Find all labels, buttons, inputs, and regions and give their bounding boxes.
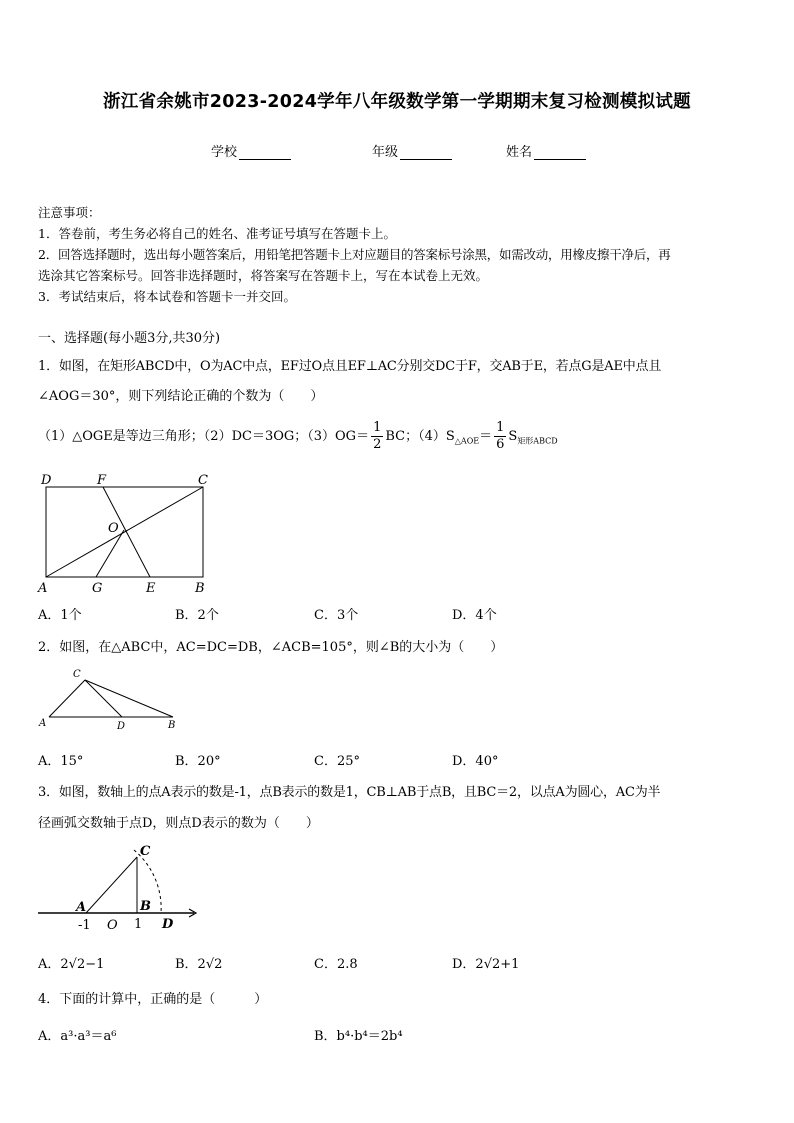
label-b: B (168, 720, 176, 731)
frac1-denominator: 2 (373, 437, 382, 452)
q3-number-line-figure (34, 838, 204, 938)
q1-stem-line2: ∠AOG＝30°，则下列结论正确的个数为（ ） (38, 389, 324, 404)
notice-line-3: 3．考试结束后，将本试卷和答题卡一并交回。 (38, 289, 296, 304)
side-ac (49, 680, 85, 717)
q1-option-a[interactable]: A．1个 (38, 608, 82, 623)
q1-stmt-part-a: （1）△OGE是等边三角形；（2）DC＝3OG；（3）OG＝ (38, 429, 370, 444)
tick-minus-one: -1 (78, 918, 91, 933)
q1-stmt-part-d: S (508, 429, 518, 444)
fraction-one-half (371, 420, 383, 453)
q1-option-d[interactable]: D．4个 (452, 608, 497, 623)
q1-option-b[interactable]: B．2个 (175, 608, 219, 623)
q3-option-c[interactable]: C．2.8 (314, 957, 358, 972)
section-heading: 一、选择题(每小题3分,共30分) (38, 331, 221, 346)
name-field (506, 141, 586, 160)
label-c: C (140, 844, 151, 859)
name-blank (534, 146, 586, 160)
q3-option-d[interactable]: D．2√2+1 (452, 957, 520, 972)
q1-stem-line1: 1．如图，在矩形ABCD中，O为AC中点，EF过O点且EF⊥AC分别交DC于F，交AB于E，若点G是AE中点且 (38, 359, 662, 374)
label-o: O (108, 521, 119, 536)
segment-cd (85, 680, 122, 717)
q2-option-c[interactable]: C．25° (314, 754, 360, 769)
notice-line-2b: 选涂其它答案标号。回答非选择题时，将答案写在答题卡上，写在本试卷上无效。 (38, 268, 489, 283)
fraction-one-sixth (494, 420, 506, 453)
q2-option-b[interactable]: B．20° (175, 754, 221, 769)
q1-stmt-part-c: ＝ (479, 429, 493, 444)
grade-label: 年级 (372, 145, 399, 160)
label-c: C (198, 473, 208, 488)
tick-one: 1 (134, 917, 143, 932)
q3-option-a[interactable]: A．2√2−1 (38, 957, 105, 972)
grade-field (372, 141, 452, 160)
label-a: A (38, 581, 48, 596)
label-g: G (92, 581, 103, 596)
q4-option-b[interactable]: B．b⁴·b⁴＝2b⁴ (314, 1029, 403, 1044)
segment-og (96, 530, 124, 577)
q1-sub-rect: 矩形ABCD (517, 436, 558, 446)
q1-rectangle-figure (32, 470, 222, 598)
school-blank (239, 146, 291, 160)
label-e: E (146, 581, 156, 596)
frac2-denominator: 6 (496, 437, 505, 452)
label-a: A (39, 718, 47, 729)
q1-stmt-part-b: BC；（4）S (385, 429, 455, 444)
q2-stem: 2．如图，在△ABC中，AC=DC=DB，∠ACB=105°，则∠B的大小为（ ） (38, 640, 504, 655)
q2-option-a[interactable]: A．15° (38, 754, 84, 769)
notice-line-1: 1．答卷前，考生务必将自己的姓名、准考证号填写在答题卡上。 (38, 226, 396, 241)
name-label: 姓名 (506, 145, 533, 160)
notice-header: 注意事项： (38, 205, 101, 220)
q2-triangle-figure (34, 664, 184, 734)
frac1-numerator: 1 (373, 420, 382, 435)
grade-blank (400, 146, 452, 160)
school-field (211, 141, 291, 160)
label-c: C (73, 669, 81, 680)
label-d: D (117, 721, 126, 732)
frac2-numerator: 1 (496, 420, 505, 435)
notice-line-2a: 2．回答选择题时，选出每小题答案后，用铅笔把答题卡上对应题目的答案标号涂黑，如需改动，用橡皮擦干净后，再 (38, 247, 671, 262)
school-label: 学校 (211, 145, 238, 160)
label-f: F (97, 473, 107, 488)
label-d: D (41, 473, 52, 488)
label-d: D (162, 917, 174, 932)
q3-stem-line2: 径画弧交数轴于点D，则点D表示的数为（ ） (38, 816, 319, 831)
diagonal-ac (46, 487, 203, 577)
segment-ac (86, 857, 137, 913)
page-title: 浙江省余姚市2023-2024学年八年级数学第一学期期末复习检测模拟试题 (103, 92, 691, 112)
q3-option-b[interactable]: B．2√2 (175, 957, 223, 972)
q4-stem: 4．下面的计算中，正确的是（ ） (38, 992, 268, 1007)
label-b: B (195, 581, 205, 596)
side-cb (85, 680, 173, 717)
q1-sub-aoe: △AOE (454, 436, 480, 446)
q2-option-d[interactable]: D．40° (452, 754, 499, 769)
q4-option-a[interactable]: A．a³·a³＝a⁶ (38, 1029, 117, 1044)
label-b: B (140, 899, 151, 914)
q1-statements (38, 420, 558, 453)
q1-option-c[interactable]: C．3个 (314, 608, 359, 623)
label-a: A (76, 900, 87, 915)
q3-stem-line1: 3．如图，数轴上的点A表示的数是-1，点B表示的数是1，CB⊥AB于点B，且BC＝2，以点A为圆心，AC为半 (38, 785, 661, 800)
tick-origin: O (107, 918, 118, 933)
